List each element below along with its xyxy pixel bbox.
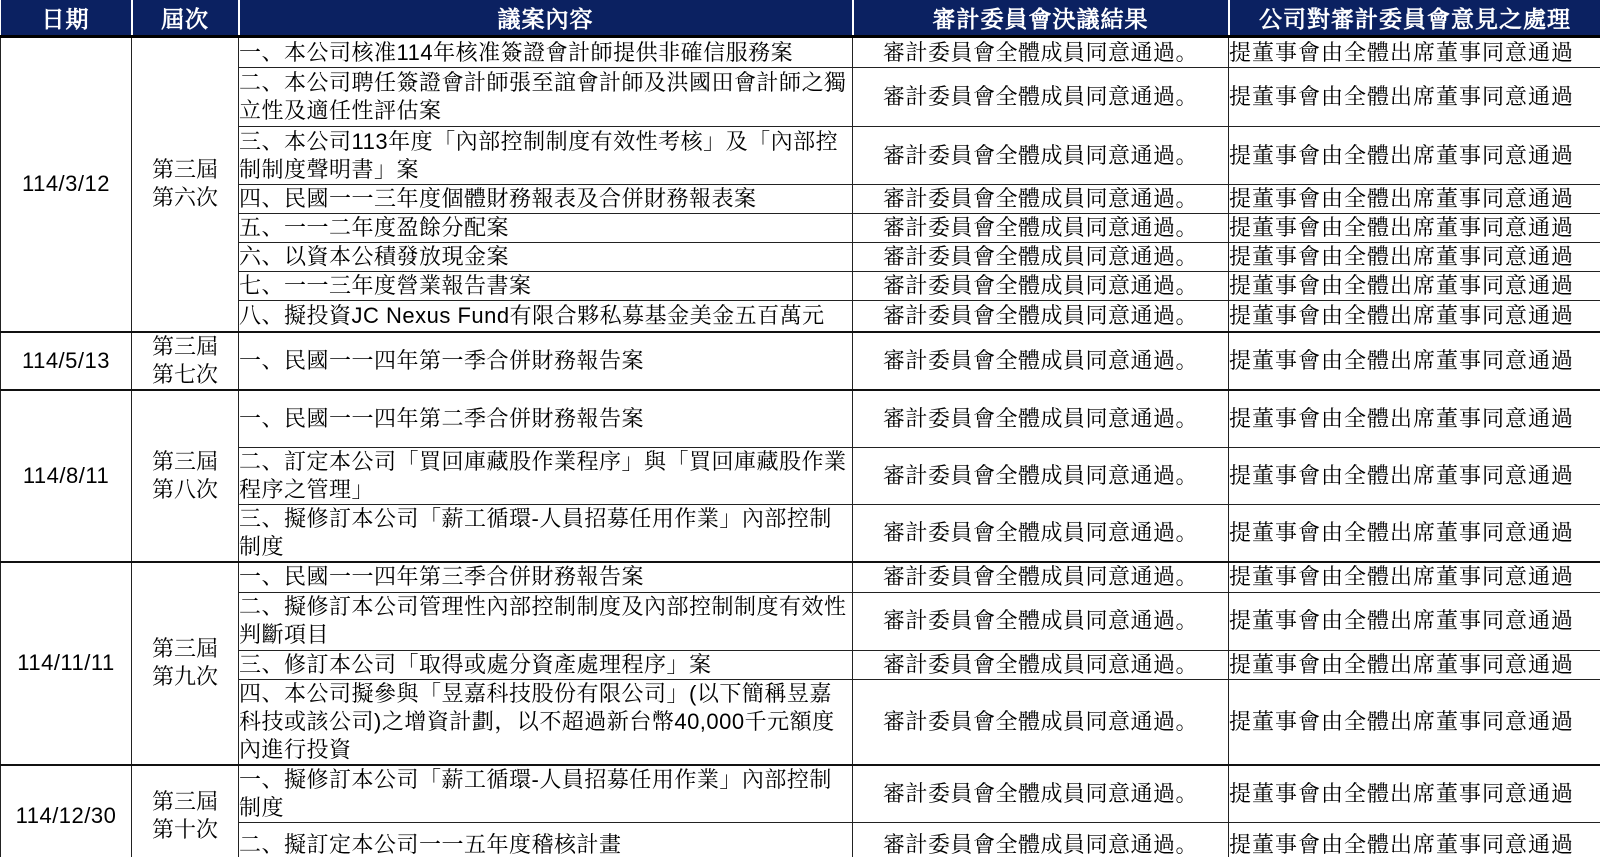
table-row [1,650,1600,679]
proposal-cell: 一、本公司核准114年核准簽證會計師提供非確信服務案 [239,37,853,68]
proposal-cell: 一、民國一一四年第一季合併財務報告案 [239,332,853,390]
session-line: 第三屆 [151,636,218,662]
handling-cell: 提董事會由全體出席董事同意通過 [1229,679,1600,765]
resolution-cell: 審計委員會全體成員同意通過。 [853,37,1229,68]
resolution-cell: 審計委員會全體成員同意通過。 [853,332,1229,390]
resolution-cell: 審計委員會全體成員同意通過。 [853,679,1229,765]
header-session: 屆次 [132,0,239,37]
table-row [1,679,1600,765]
proposal-cell: 二、擬修訂本公司管理性內部控制制度及內部控制制度有效性判斷項目 [239,592,853,650]
table-row [1,592,1600,650]
handling-cell: 提董事會由全體出席董事同意通過 [1229,214,1600,243]
proposal-cell: 二、訂定本公司「買回庫藏股作業程序」與「買回庫藏股作業程序之管理」 [239,448,853,505]
handling-cell: 提董事會由全體出席董事同意通過 [1229,332,1600,390]
resolution-cell: 審計委員會全體成員同意通過。 [853,390,1229,448]
proposal-cell: 六、以資本公積發放現金案 [239,243,853,272]
header-resolution-result: 審計委員會決議結果 [853,0,1229,37]
table-row [1,765,1600,823]
handling-cell: 提董事會由全體出席董事同意通過 [1229,272,1600,301]
proposal-cell: 四、民國一一三年度個體財務報表及合併財務報表案 [239,185,853,214]
session-line: 第三屆 [151,789,218,814]
resolution-cell: 審計委員會全體成員同意通過。 [853,127,1229,185]
resolution-cell: 審計委員會全體成員同意通過。 [853,243,1229,272]
table-row [1,505,1600,563]
date-cell: 114/12/30 [1,765,132,857]
table-row [1,185,1600,214]
proposal-cell: 二、擬訂定本公司一一五年度稽核計畫 [239,822,853,857]
proposal-cell: 三、本公司113年度「內部控制制度有效性考核」及「內部控制制度聲明書」案 [239,127,853,185]
resolution-cell: 審計委員會全體成員同意通過。 [853,650,1229,679]
proposal-cell: 一、擬修訂本公司「薪工循環-人員招募任用作業」內部控制制度 [239,765,853,823]
session-line: 第六次 [151,185,218,211]
handling-cell: 提董事會由全體出席董事同意通過 [1229,37,1600,68]
proposal-cell: 一、民國一一四年第三季合併財務報告案 [239,562,853,592]
session-line: 第三屆 [151,333,218,359]
handling-cell: 提董事會由全體出席董事同意通過 [1229,562,1600,592]
header-company-handling: 公司對審計委員會意見之處理 [1229,0,1600,37]
resolution-cell: 審計委員會全體成員同意通過。 [853,301,1229,332]
proposal-cell: 四、本公司擬參與「昱嘉科技股份有限公司」(以下簡稱昱嘉科技或該公司)之增資計劃，以不超過新台幣40,000千元額度內進行投資 [239,679,853,765]
table-row [1,390,1600,448]
session-cell [132,332,239,390]
session-cell [132,562,239,765]
handling-cell: 提董事會由全體出席董事同意通過 [1229,765,1600,823]
proposal-cell: 一、民國一一四年第二季合併財務報告案 [239,390,853,448]
resolution-cell: 審計委員會全體成員同意通過。 [853,505,1229,563]
handling-cell: 提董事會由全體出席董事同意通過 [1229,650,1600,679]
session-cell [132,37,239,332]
handling-cell: 提董事會由全體出席董事同意通過 [1229,301,1600,332]
handling-cell: 提董事會由全體出席董事同意通過 [1229,592,1600,650]
session-line: 第八次 [151,476,218,502]
table-row [1,332,1600,390]
table-body [1,37,1600,857]
resolution-cell: 審計委員會全體成員同意通過。 [853,448,1229,505]
table-row [1,37,1600,68]
table-row [1,822,1600,857]
date-cell: 114/5/13 [1,332,132,390]
table-row [1,68,1600,127]
session-line: 第七次 [151,361,218,387]
proposal-cell: 七、一一三年度營業報告書案 [239,272,853,301]
session-cell [132,390,239,563]
handling-cell: 提董事會由全體出席董事同意通過 [1229,390,1600,448]
handling-cell: 提董事會由全體出席董事同意通過 [1229,822,1600,857]
table-row [1,272,1600,301]
resolution-cell: 審計委員會全體成員同意通過。 [853,214,1229,243]
header-row [1,0,1600,37]
table-header [1,0,1600,37]
table-row [1,243,1600,272]
proposal-cell: 三、擬修訂本公司「薪工循環-人員招募任用作業」內部控制制度 [239,505,853,563]
handling-cell: 提董事會由全體出席董事同意通過 [1229,243,1600,272]
session-line: 第十次 [151,817,218,842]
proposal-cell: 八、擬投資JC Nexus Fund有限合夥私募基金美金五百萬元 [239,301,853,332]
table-row [1,214,1600,243]
handling-cell: 提董事會由全體出席董事同意通過 [1229,448,1600,505]
handling-cell: 提董事會由全體出席董事同意通過 [1229,68,1600,127]
resolution-cell: 審計委員會全體成員同意通過。 [853,562,1229,592]
date-cell: 114/11/11 [1,562,132,765]
header-proposal-content: 議案內容 [239,0,853,37]
proposal-cell: 三、修訂本公司「取得或處分資產處理程序」案 [239,650,853,679]
table-row [1,301,1600,332]
header-date: 日期 [1,0,132,37]
proposal-cell: 五、一一二年度盈餘分配案 [239,214,853,243]
table-row [1,562,1600,592]
table-row [1,448,1600,505]
resolution-cell: 審計委員會全體成員同意通過。 [853,765,1229,823]
date-cell: 114/8/11 [1,390,132,563]
session-line: 第九次 [151,664,218,690]
proposal-cell: 二、本公司聘任簽證會計師張至誼會計師及洪國田會計師之獨立性及適任性評估案 [239,68,853,127]
session-line: 第三屆 [151,448,218,474]
resolution-cell: 審計委員會全體成員同意通過。 [853,185,1229,214]
session-cell [132,765,239,857]
resolution-cell: 審計委員會全體成員同意通過。 [853,592,1229,650]
date-cell: 114/3/12 [1,37,132,332]
handling-cell: 提董事會由全體出席董事同意通過 [1229,185,1600,214]
handling-cell: 提董事會由全體出席董事同意通過 [1229,127,1600,185]
resolution-cell: 審計委員會全體成員同意通過。 [853,68,1229,127]
resolution-cell: 審計委員會全體成員同意通過。 [853,272,1229,301]
resolution-cell: 審計委員會全體成員同意通過。 [853,822,1229,857]
table-row [1,127,1600,185]
session-line: 第三屆 [151,157,218,183]
handling-cell: 提董事會由全體出席董事同意通過 [1229,505,1600,563]
